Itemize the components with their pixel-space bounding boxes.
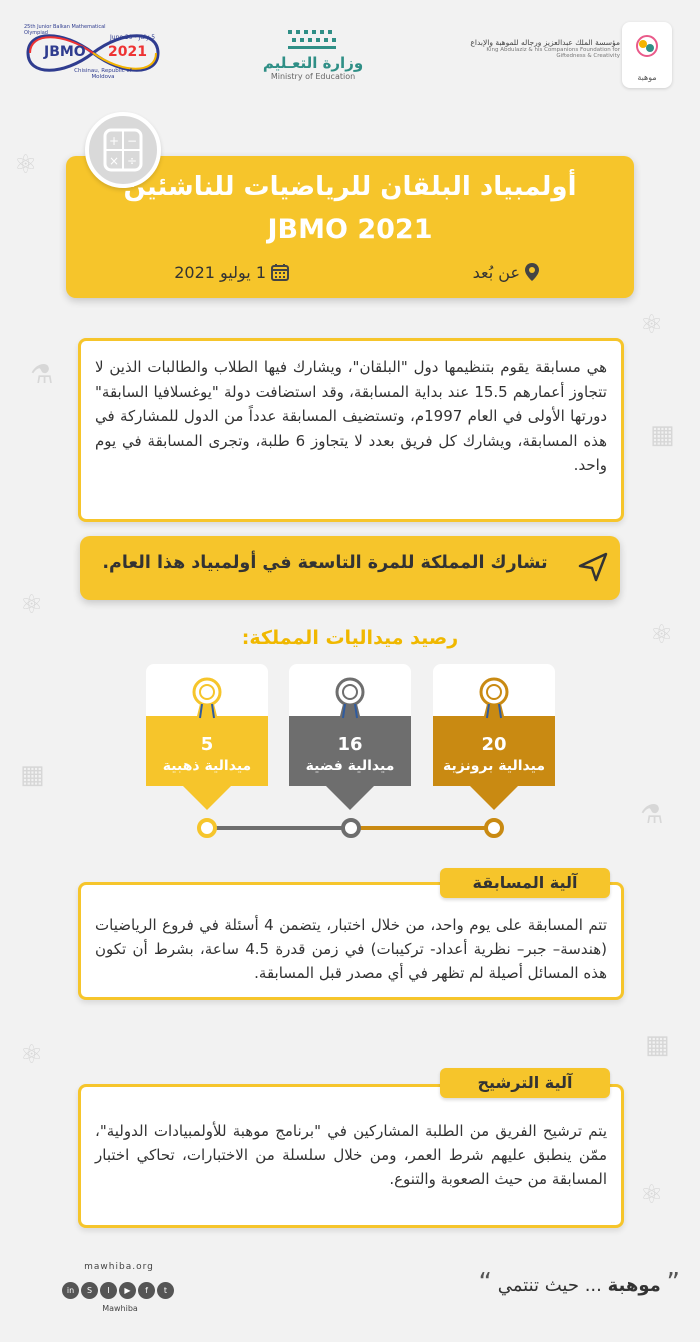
page-title: أولمبياد البلقان للرياضيات للناشئين [123, 172, 577, 202]
ministry-logo [248, 26, 378, 92]
atom-icon: ⚛ [640, 1180, 664, 1210]
snapchat-icon[interactable]: S [81, 1282, 98, 1299]
silver-count: 16 [337, 734, 363, 755]
gold-label: ميدالية ذهبية [162, 758, 252, 774]
svg-text:÷: ÷ [126, 154, 138, 168]
facebook-icon[interactable]: f [138, 1282, 155, 1299]
silver-medal-card [289, 664, 411, 816]
timeline-dot-silver [341, 818, 361, 838]
medal-icon [330, 676, 370, 722]
social-links [48, 1278, 188, 1306]
jbmo-place: Chisinau, Republic of Moldova [74, 68, 132, 80]
ministry-name-ar: وزارة التعـليم [262, 54, 364, 72]
medal-icon [474, 676, 514, 722]
atom-icon: ⚛ [650, 620, 674, 650]
timeline-line-left [216, 826, 342, 830]
slogan-text: ... حيث تنتمي [497, 1275, 602, 1296]
ministry-name-en: Ministry of Education [270, 72, 356, 81]
svg-text:−: − [126, 134, 138, 148]
medal-icon [187, 676, 227, 722]
gold-count: 5 [200, 734, 214, 755]
foundation-name-ar: مؤسسة الملك عبدالعزيز ورجاله للموهبة والإبداع [470, 38, 620, 47]
nomination-box [78, 1084, 624, 1228]
twitter-icon[interactable]: t [157, 1282, 174, 1299]
calculator-icon: ▦ [20, 760, 45, 790]
calculator-icon: ▦ [645, 1030, 670, 1060]
nomination-tag: آلية الترشيح [440, 1068, 610, 1098]
bronze-count: 20 [481, 734, 507, 755]
send-icon [576, 550, 610, 584]
jbmo-arc-text: 25th Junior Balkan Mathematical Olympiad [24, 24, 106, 36]
location [440, 262, 540, 282]
mawhiba-logo [622, 22, 672, 88]
mechanism-tag: آلية المسابقة [440, 868, 610, 898]
about-text: هي مسابقة يقوم بتنظيمها دول "البلقان"، ويشارك فيها الطلاب والطالبات الذين لا تتجاوز أعمارهم 15.5 عند بداية المسابقة، وقد استضافت دولة "يوغسلافيا السابقة" دورتها الأولى في العام 1997م، وتستضيف المسابقة عدداً من الدول للمشاركة في هذه المسابقة، ويشارك كل فريق بعدد لا يتجاوز 6 طلبة، وتجرى المسابقة في يوم واحد. [95, 358, 607, 474]
quote-open: ” [666, 1268, 680, 1298]
about-box [78, 338, 624, 522]
page-subtitle: JBMO 2021 [267, 214, 433, 245]
slogan-brand: موهبة [607, 1275, 661, 1296]
jbmo-year: 2021 [108, 44, 147, 60]
svg-text:+: + [108, 134, 120, 148]
atom-icon: ⚛ [20, 1040, 44, 1070]
event-date [170, 262, 290, 282]
atom-icon: ⚛ [640, 310, 664, 340]
youtube-icon[interactable]: ▶ [119, 1282, 136, 1299]
gold-medal-card [146, 664, 268, 816]
bronze-label: ميدالية برونزية [443, 758, 545, 774]
medals-title: رصيد ميداليات المملكة: [241, 627, 459, 649]
mawhiba-logo-caption: موهبة [637, 73, 657, 82]
atom-icon: ⚛ [14, 150, 38, 180]
website-link[interactable]: mawhiba.org [84, 1262, 154, 1272]
mawhiba-emblem-icon [633, 32, 661, 60]
calculator-icon: ▦ [650, 420, 675, 450]
location-text: عن بُعد [472, 262, 520, 282]
linkedin-icon[interactable]: in [62, 1282, 79, 1299]
slogan [430, 1268, 680, 1298]
timeline-dot-bronze [484, 818, 504, 838]
instagram-icon[interactable]: I [100, 1282, 117, 1299]
atom-icon: ⚛ [20, 590, 44, 620]
banner-text: تشارك المملكة للمرة التاسعة في أولمبياد هذا العام. [102, 553, 548, 573]
bronze-medal-card [433, 664, 555, 816]
flask-icon: ⚗ [30, 360, 54, 390]
nomination-text: يتم ترشيح الفريق من الطلبة المشاركين في "برنامج موهبة للأولمبيادات الدولية"، ممّن ينطبق عليهم شرط العمر، ومن خلال سلسلة من الاختبارات، تحاكي اختبار المسابقة من حيث الصعوبة والتنوع. [95, 1122, 607, 1188]
location-pin-icon [524, 262, 540, 282]
mechanism-box [78, 882, 624, 1000]
jbmo-name: JBMO [44, 44, 86, 60]
mawhiba-foundation-name [460, 38, 620, 59]
quote-close: “ [478, 1268, 492, 1298]
jbmo-dates: June 29 - July 5 [110, 34, 156, 41]
silver-label: ميدالية فضية [305, 758, 395, 774]
foundation-name-en: King Abdulaziz & his Companions Foundation for Giftedness & Creativity [486, 47, 620, 59]
flask-icon: ⚗ [640, 800, 664, 830]
jbmo-logo [18, 22, 168, 84]
social-handle: Mawhiba [102, 1304, 138, 1313]
calendar-icon [270, 262, 290, 282]
svg-text:×: × [108, 154, 120, 168]
ministry-emblem-icon [286, 26, 340, 52]
date-text: 1 يوليو 2021 [174, 262, 266, 282]
timeline-line-right [358, 826, 486, 830]
mechanism-text: تتم المسابقة على يوم واحد، من خلال اختبار، يتضمن 4 أسئلة في فروع الرياضيات (هندسة– جبر– نظرية أعداد- تركيبات) في زمن قدرة 4.5 ساعة، بشرط أن تكون هذه المسائل أصيلة لم تظهر في أي مصدر قبل المسابقة. [95, 916, 608, 982]
timeline-dot-gold [197, 818, 217, 838]
